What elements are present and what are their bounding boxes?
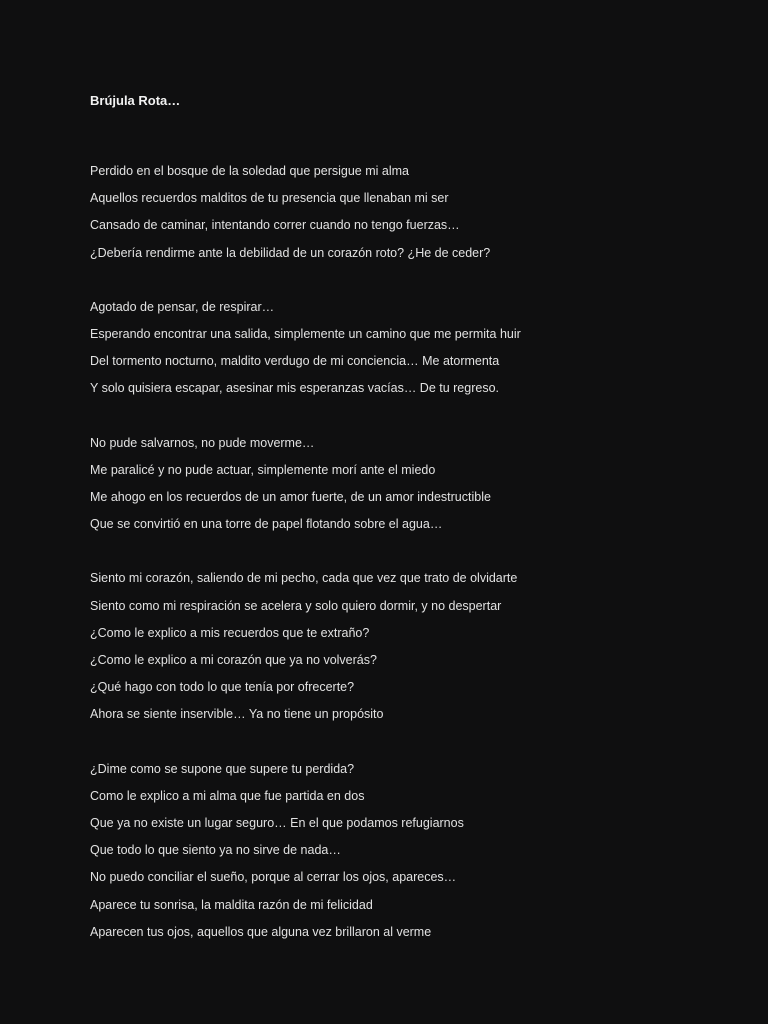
- stanza-5: [90, 756, 678, 946]
- poem-line: Me ahogo en los recuerdos de un amor fuerte, de un amor indestructible: [90, 490, 491, 505]
- poem-line: No pude salvarnos, no pude moverme…: [90, 435, 315, 450]
- poem-line: Me paralicé y no pude actuar, simplemente morí ante el miedo: [90, 462, 436, 477]
- poem-line: Siento mi corazón, saliendo de mi pecho, cada que vez que trato de olvidarte: [90, 571, 518, 586]
- poem-line: Cansado de caminar, intentando correr cuando no tengo fuerzas…: [90, 218, 460, 233]
- poem-line: No puedo conciliar el sueño, porque al cerrar los ojos, apareces…: [90, 870, 457, 885]
- poem-line: Que se convirtió en una torre de papel flotando sobre el agua…: [90, 517, 443, 532]
- stanza-2: [90, 294, 678, 403]
- poem-line: Perdido en el bosque de la soledad que persigue mi alma: [90, 164, 409, 178]
- poem-line: Ahora se siente inservible… Ya no tiene un propósito: [90, 707, 384, 722]
- poem-line: ¿Dime como se supone que supere tu perdida?: [90, 761, 355, 776]
- poem-line: ¿Como le explico a mi corazón que ya no volverás?: [90, 653, 377, 668]
- poem-line: Aquellos recuerdos malditos de tu presencia que llenaban mi ser: [90, 191, 449, 206]
- poem-line: Aparecen tus ojos, aquellos que alguna vez brillaron al verme: [90, 924, 432, 939]
- poem-line: Aparece tu sonrisa, la maldita razón de mi felicidad: [90, 897, 373, 912]
- poem-line: Y solo quisiera escapar, asesinar mis esperanzas vacías… De tu regreso.: [90, 381, 499, 396]
- poem-line: Que todo lo que siento ya no sirve de nada…: [90, 843, 341, 858]
- poem-line: Como le explico a mi alma que fue partida en dos: [90, 788, 365, 803]
- poem-line: ¿Qué hago con todo lo que tenía por ofrecerte?: [90, 680, 355, 695]
- poem-line: Del tormento nocturno, maldito verdugo de mi conciencia… Me atormenta: [90, 354, 500, 369]
- poem-title: Brújula Rota…: [90, 93, 181, 108]
- poem-line: Agotado de pensar, de respirar…: [90, 299, 275, 314]
- stanza-4: [90, 565, 678, 728]
- poem-line: ¿Como le explico a mis recuerdos que te extraño?: [90, 625, 370, 640]
- stanza-1: [90, 158, 678, 267]
- poem-line: Esperando encontrar una salida, simplemente un camino que me permita huir: [90, 327, 521, 342]
- stanza-3: [90, 430, 678, 539]
- poem-line: ¿Debería rendirme ante la debilidad de un corazón roto? ¿He de ceder?: [90, 245, 491, 260]
- poem-line: Siento como mi respiración se acelera y solo quiero dormir, y no despertar: [90, 598, 502, 613]
- poem-line: Que ya no existe un lugar seguro… En el que podamos refugiarnos: [90, 816, 464, 831]
